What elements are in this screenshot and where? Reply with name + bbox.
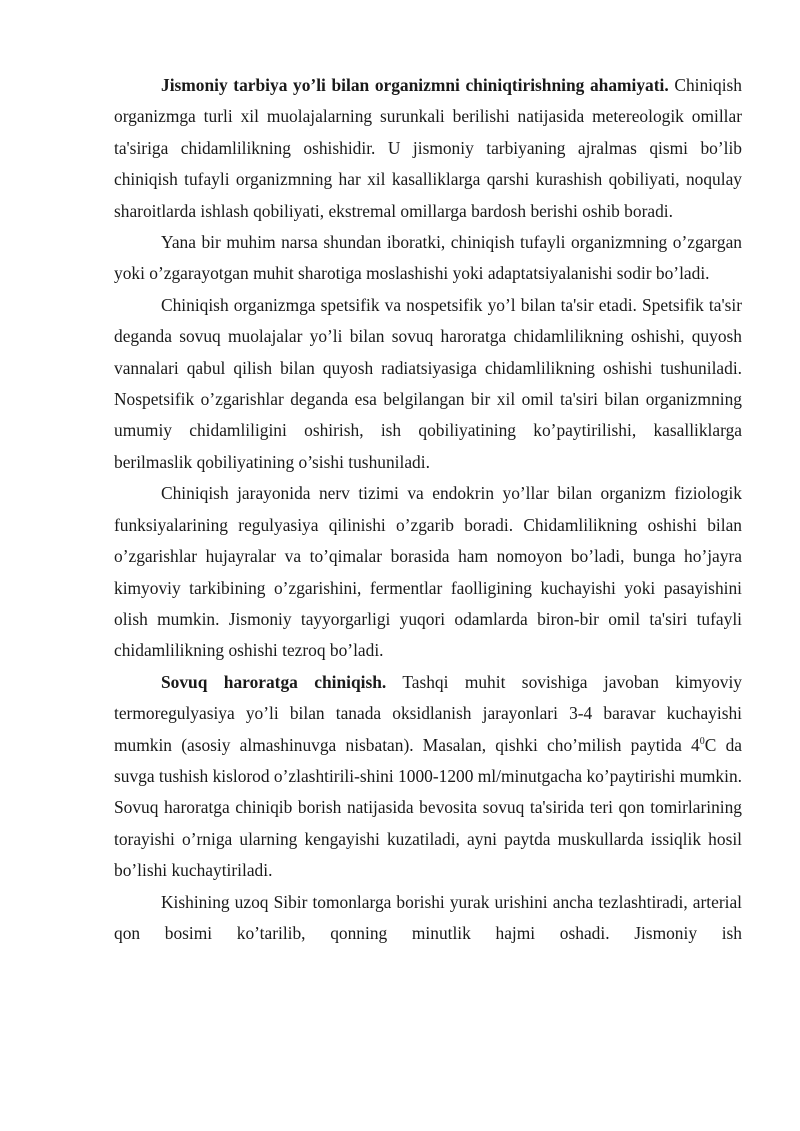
- paragraph-regulation: [114, 478, 742, 666]
- paragraph-specific-effects: [114, 290, 742, 478]
- inline-heading-importance: Jismoniy tarbiya yo’li bilan organizmni chiniqtirishning ahamiyati.: [161, 75, 669, 95]
- paragraph-text: Tashqi muhit sovishiga javoban kimyoviy termoregulyasiya yo’li bilan tanada oksidlanish jarayonlari 3-4 baravar kuchayishi mumkin (asosiy almashinuvga nisbatan). Masalan, qishki cho’milish paytida 4: [114, 671, 742, 755]
- degree-superscript: 0: [699, 735, 705, 747]
- paragraph-adaptation: [114, 227, 742, 290]
- inline-heading-cold: Sovuq haroratga chiniqish.: [161, 671, 387, 692]
- paragraph-text: Chiniqish organizmga turli xil muolajalarning surunkali berilishi natijasida metereologik omillar ta'siriga chidamlilikning oshishidir. U jismoniy tarbiyaning ajralmas qismi bo’lib chiniqish tufayli organizmning har xil kasalliklarga qarshi kurashish qobiliyati, noqulay sharoitlarda ishlash qobiliyati, ekstremal omillarga bardosh berishi oshib boradi.: [114, 75, 742, 221]
- paragraph-text: Chiniqish jarayonida nerv tizimi va endokrin yo’llar bilan organizm fiziologik funksiyalarining regulyasiya qilinishi o’zgarib boradi. Chidamlilikning oshishi bilan o’zgarishlar hujayralar va to’qimalar borasida ham nomoyon bo’ladi, bunga ho’jayra kimyoviy tarkibining o’zgarishini, fermentlar faolligining kuchayishi yoki pasayishini olish mumkin. Jismoniy tayyorgarligi yuqori odamlarda biron-bir omil ta'siri tufayli chidamlilikning oshishi tezroq bo’ladi.: [114, 483, 742, 661]
- paragraph-siberia: [114, 887, 742, 950]
- paragraph-cold-hardening: [114, 667, 742, 887]
- paragraph-text: Kishining uzoq Sibir tomonlarga borishi yurak urishini ancha tezlashtiradi, arterial qon bosimi ko’tarilib, qonning minutlik hajmi oshadi. Jismoniy ish: [114, 891, 742, 943]
- paragraph-text: Yana bir muhim narsa shundan iboratki, chiniqish tufayli organizmning o’zgargan yoki o’zgarayotgan muhit sharotiga moslashishi yoki adaptatsiyalanishi sodir bo’ladi.: [114, 232, 742, 284]
- document-page: [114, 70, 742, 949]
- paragraph-text: Chiniqish organizmga spetsifik va nospetsifik yo’l bilan ta'sir etadi. Spetsifik ta'sir deganda sovuq muolajalar yo’li bilan sovuq haroratga chidamlilikning oshishi, quyosh vannalari qabul qilish bilan quyosh radiatsiyasiga chidamlilikning oshishi tushuniladi. Nospetsifik o’zgarishlar deganda esa belgilangan bir xil omil ta'siri bilan organizmning umumiy chidamliligini oshirish, ish qobiliyatining ko’paytirilishi, kasalliklarga berilmaslik qobiliyatining o’sishi tushuniladi.: [114, 294, 742, 472]
- paragraph-importance: [114, 70, 742, 227]
- paragraph-text: C da suvga tushish kislorod o’zlashtirili-shini 1000-1200 ml/minutgacha ko’paytirishi mumkin. Sovuq haroratga chiniqib borish natijasida bevosita sovuq ta'sirida teri qon tomirlarining torayishi o’rniga ularning kengayishi kuzatiladi, ayni paytda muskullarda issiqlik hosil bo’lishi kuchaytiriladi.: [114, 734, 742, 881]
